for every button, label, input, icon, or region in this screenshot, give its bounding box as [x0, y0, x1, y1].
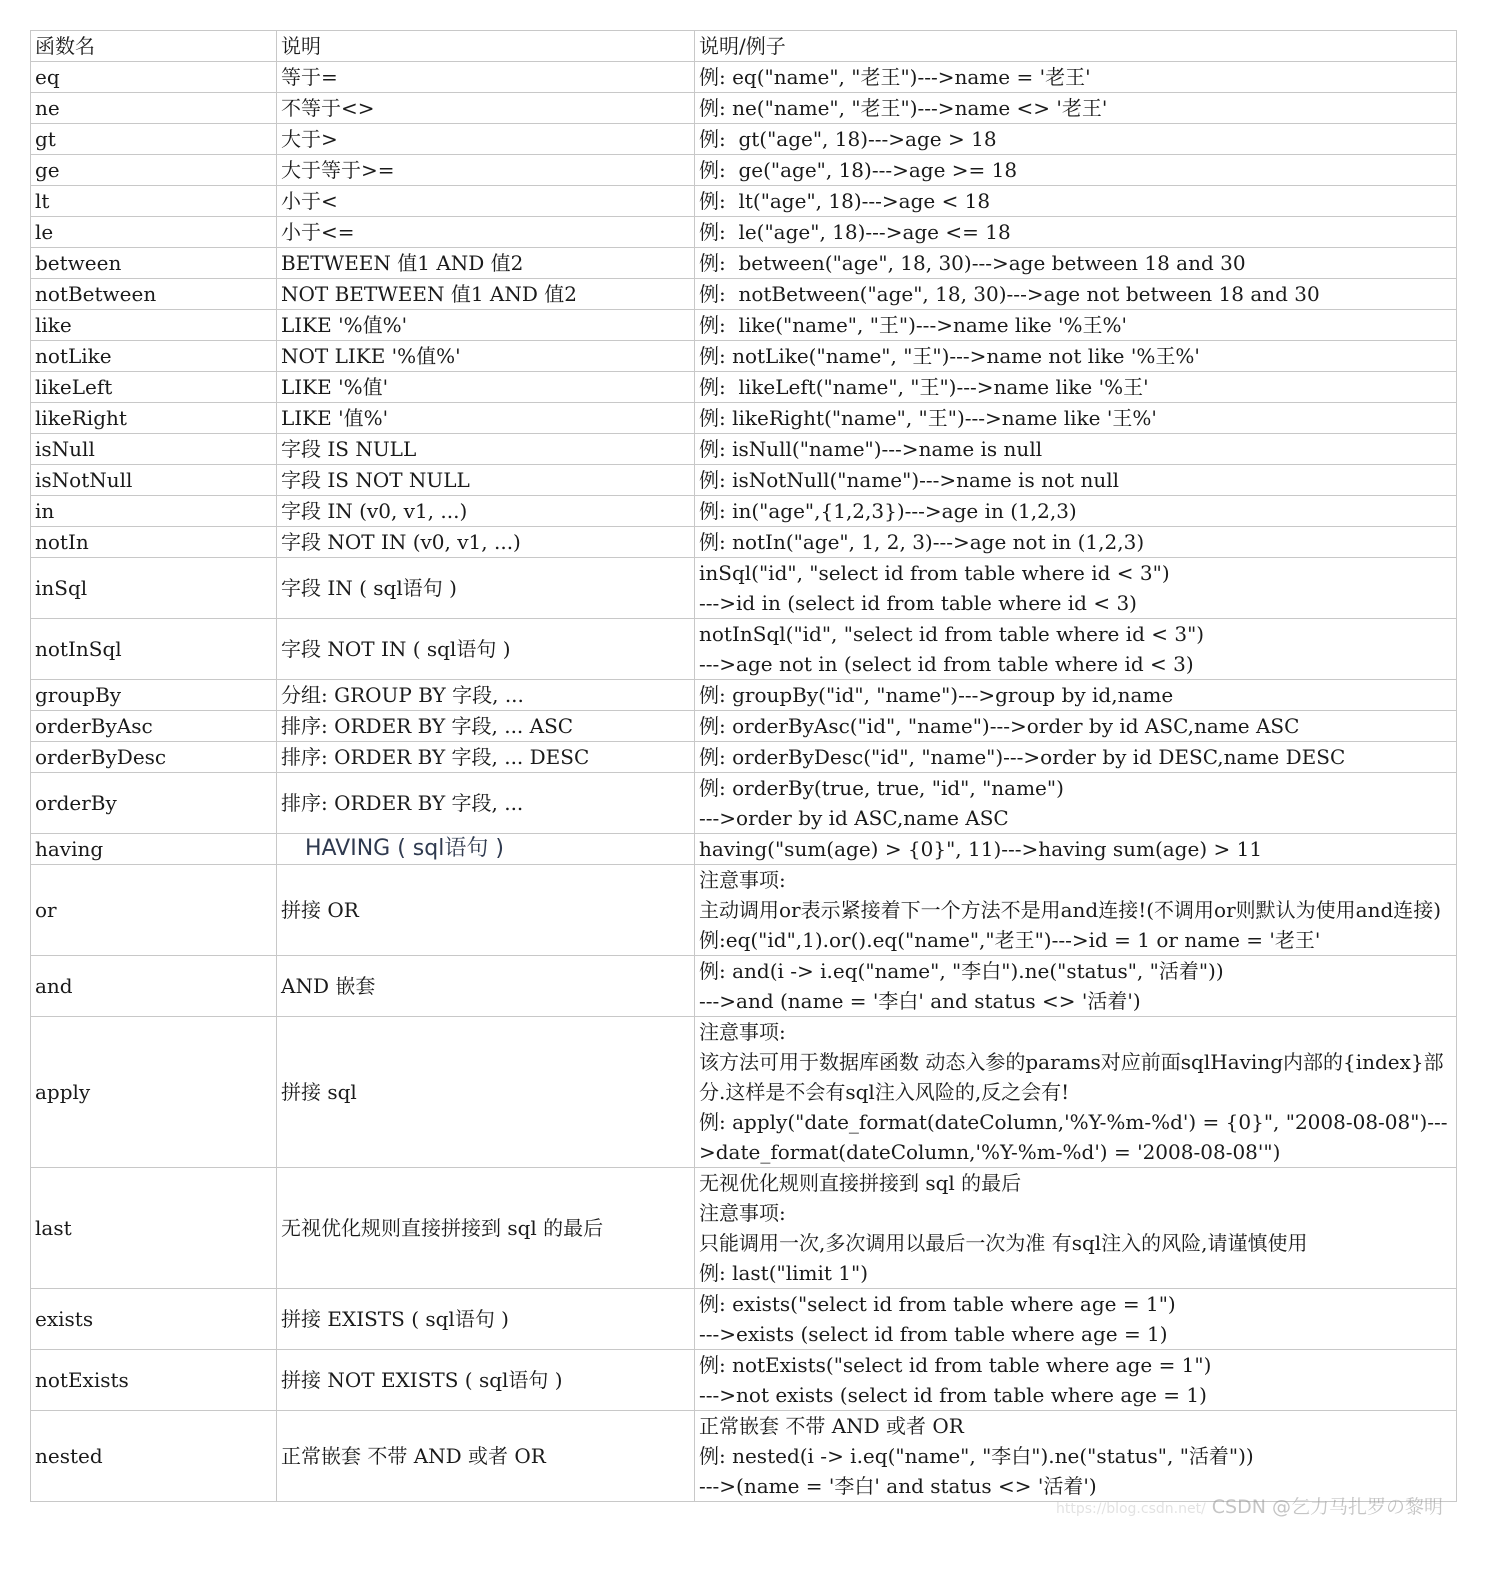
description-cell: 拼接 sql: [277, 1017, 695, 1168]
function-name-cell: ne: [31, 93, 277, 124]
example-cell: [695, 865, 1457, 956]
example-cell: [695, 465, 1457, 496]
function-name-cell: likeRight: [31, 403, 277, 434]
table-row: [31, 742, 1457, 773]
table-row: [31, 1168, 1457, 1289]
example-line: 例: groupBy("id", "name")--->group by id,name: [699, 683, 1174, 707]
example-line: 例: notIn("age", 1, 2, 3)--->age not in (1,2,3): [699, 530, 1145, 554]
function-name-cell: notInSql: [31, 619, 277, 680]
example-cell: [695, 217, 1457, 248]
table-row: [31, 279, 1457, 310]
example-line: 例: orderByAsc("id", "name")--->order by id ASC,name ASC: [699, 714, 1300, 738]
function-name-cell: lt: [31, 186, 277, 217]
function-name-cell: notIn: [31, 527, 277, 558]
table-row: [31, 1289, 1457, 1350]
example-line: --->id in (select id from table where id < 3): [699, 591, 1137, 615]
example-line: 例: notExists("select id from table where age = 1"): [699, 1353, 1212, 1377]
example-cell: [695, 403, 1457, 434]
example-line: --->exists (select id from table where age = 1): [699, 1322, 1168, 1346]
table-header-row: [31, 31, 1457, 62]
example-line: 例: isNull("name")--->name is null: [699, 437, 1043, 461]
header-function-name: 函数名: [31, 31, 277, 62]
description-cell: 排序: ORDER BY 字段, ...: [277, 773, 695, 834]
description-cell: 字段 NOT IN ( sql语句 ): [277, 619, 695, 680]
example-line: 例: lt("age", 18)--->age < 18: [699, 189, 991, 213]
example-cell: [695, 341, 1457, 372]
description-cell: BETWEEN 值1 AND 值2: [277, 248, 695, 279]
function-name-cell: orderByAsc: [31, 711, 277, 742]
description-cell: 大于等于>=: [277, 155, 695, 186]
example-line: 例: nested(i -> i.eq("name", "李白").ne("status", "活着")): [699, 1444, 1254, 1468]
table-row: [31, 711, 1457, 742]
table-row: [31, 124, 1457, 155]
example-line: --->order by id ASC,name ASC: [699, 806, 1009, 830]
table-row: [31, 1411, 1457, 1502]
function-name-cell: or: [31, 865, 277, 956]
example-line: 例: and(i -> i.eq("name", "李白").ne("status", "活着")): [699, 959, 1224, 983]
function-name-cell: notBetween: [31, 279, 277, 310]
table-row: [31, 93, 1457, 124]
description-cell: 小于<=: [277, 217, 695, 248]
function-name-cell: and: [31, 956, 277, 1017]
example-line: 例: orderBy(true, true, "id", "name"): [699, 776, 1064, 800]
example-line: 只能调用一次,多次调用以最后一次为准 有sql注入的风险,请谨慎使用: [699, 1231, 1308, 1255]
function-name-cell: isNotNull: [31, 465, 277, 496]
function-name-cell: notExists: [31, 1350, 277, 1411]
table-row: [31, 186, 1457, 217]
table-row: [31, 341, 1457, 372]
example-line: 例: gt("age", 18)--->age > 18: [699, 127, 997, 151]
description-cell: LIKE '%值': [277, 372, 695, 403]
example-cell: [695, 834, 1457, 865]
description-cell: AND 嵌套: [277, 956, 695, 1017]
example-cell: [695, 619, 1457, 680]
description-cell: 不等于<>: [277, 93, 695, 124]
table-row: [31, 496, 1457, 527]
example-cell: [695, 1411, 1457, 1502]
example-line: 例: isNotNull("name")--->name is not null: [699, 468, 1119, 492]
table-row: [31, 956, 1457, 1017]
example-line: having("sum(age) > {0}", 11)--->having sum(age) > 11: [699, 837, 1263, 861]
example-cell: [695, 527, 1457, 558]
description-cell: 大于>: [277, 124, 695, 155]
function-name-cell: groupBy: [31, 680, 277, 711]
table-row: [31, 773, 1457, 834]
function-name-cell: le: [31, 217, 277, 248]
table-row: [31, 527, 1457, 558]
description-cell: LIKE '%值%': [277, 310, 695, 341]
table-row: [31, 217, 1457, 248]
example-cell: [695, 1289, 1457, 1350]
description-cell: 小于<: [277, 186, 695, 217]
table-row: [31, 434, 1457, 465]
table-row: [31, 372, 1457, 403]
table-row: [31, 865, 1457, 956]
example-line: inSql("id", "select id from table where id < 3"): [699, 561, 1170, 585]
description-cell: 字段 IS NULL: [277, 434, 695, 465]
table-row: [31, 619, 1457, 680]
example-cell: [695, 248, 1457, 279]
example-cell: [695, 711, 1457, 742]
example-line: 例: ne("name", "老王")--->name <> '老王': [699, 96, 1108, 120]
watermark-text: CSDN @乞力马扎罗の黎明: [1211, 1496, 1443, 1518]
example-line: 例: notBetween("age", 18, 30)--->age not between 18 and 30: [699, 282, 1320, 306]
description-cell: NOT BETWEEN 值1 AND 值2: [277, 279, 695, 310]
example-cell: [695, 956, 1457, 1017]
functions-table-body: [31, 31, 1457, 1502]
example-line: 注意事项:: [699, 1020, 786, 1044]
example-line: 正常嵌套 不带 AND 或者 OR: [699, 1414, 964, 1438]
description-cell: 等于=: [277, 62, 695, 93]
example-line: 例: exists("select id from table where age = 1"): [699, 1292, 1176, 1316]
example-cell: [695, 1168, 1457, 1289]
function-name-cell: eq: [31, 62, 277, 93]
table-row: [31, 558, 1457, 619]
table-row: [31, 1350, 1457, 1411]
table-row: [31, 1017, 1457, 1168]
function-name-cell: apply: [31, 1017, 277, 1168]
table-row: [31, 465, 1457, 496]
function-name-cell: last: [31, 1168, 277, 1289]
example-line: 主动调用or表示紧接着下一个方法不是用and连接!(不调用or则默认为使用and连接): [699, 898, 1442, 922]
table-row: [31, 680, 1457, 711]
example-cell: [695, 279, 1457, 310]
table-row: [31, 310, 1457, 341]
description-cell: 无视优化规则直接拼接到 sql 的最后: [277, 1168, 695, 1289]
example-line: 例: le("age", 18)--->age <= 18: [699, 220, 1011, 244]
function-name-cell: like: [31, 310, 277, 341]
example-cell: [695, 186, 1457, 217]
description-cell: 字段 NOT IN (v0, v1, ...): [277, 527, 695, 558]
example-line: --->age not in (select id from table where id < 3): [699, 652, 1194, 676]
functions-table: [30, 30, 1457, 1502]
example-cell: [695, 1350, 1457, 1411]
example-cell: [695, 1017, 1457, 1168]
function-name-cell: isNull: [31, 434, 277, 465]
description-cell: 排序: ORDER BY 字段, ... ASC: [277, 711, 695, 742]
example-line: 例: between("age", 18, 30)--->age between 18 and 30: [699, 251, 1246, 275]
table-row: [31, 403, 1457, 434]
function-name-cell: likeLeft: [31, 372, 277, 403]
function-name-cell: notLike: [31, 341, 277, 372]
description-cell: 排序: ORDER BY 字段, ... DESC: [277, 742, 695, 773]
description-cell: NOT LIKE '%值%': [277, 341, 695, 372]
function-name-cell: between: [31, 248, 277, 279]
example-cell: [695, 124, 1457, 155]
example-line: 该方法可用于数据库函数 动态入参的params对应前面sqlHaving内部的{index}部分.这样是不会有sql注入风险的,反之会有!: [699, 1050, 1444, 1104]
example-cell: [695, 680, 1457, 711]
table-row: [31, 834, 1457, 865]
example-cell: [695, 155, 1457, 186]
function-name-cell: orderByDesc: [31, 742, 277, 773]
example-line: 例: likeRight("name", "王")--->name like '王%': [699, 406, 1157, 430]
example-cell: [695, 558, 1457, 619]
example-line: 例: like("name", "王")--->name like '%王%': [699, 313, 1128, 337]
watermark-url: https://blog.csdn.net/: [1056, 1501, 1206, 1517]
description-cell: 分组: GROUP BY 字段, ...: [277, 680, 695, 711]
header-description-example: 说明/例子: [695, 31, 1457, 62]
example-line: 例: eq("name", "老王")--->name = '老王': [699, 65, 1091, 89]
description-cell: LIKE '值%': [277, 403, 695, 434]
function-name-cell: ge: [31, 155, 277, 186]
example-line: 例: in("age",{1,2,3})--->age in (1,2,3): [699, 499, 1077, 523]
table-row: [31, 62, 1457, 93]
example-line: 例:eq("id",1).or().eq("name","老王")--->id = 1 or name = '老王': [699, 928, 1321, 952]
function-name-cell: orderBy: [31, 773, 277, 834]
function-name-cell: nested: [31, 1411, 277, 1502]
function-name-cell: having: [31, 834, 277, 865]
example-line: 无视优化规则直接拼接到 sql 的最后: [699, 1171, 1022, 1195]
example-line: 注意事项:: [699, 868, 786, 892]
example-line: notInSql("id", "select id from table where id < 3"): [699, 622, 1205, 646]
example-cell: [695, 773, 1457, 834]
example-cell: [695, 434, 1457, 465]
example-line: 例: ge("age", 18)--->age >= 18: [699, 158, 1018, 182]
example-cell: [695, 310, 1457, 341]
description-cell: 拼接 NOT EXISTS ( sql语句 ): [277, 1350, 695, 1411]
description-cell: 字段 IN (v0, v1, ...): [277, 496, 695, 527]
table-row: [31, 248, 1457, 279]
example-cell: [695, 62, 1457, 93]
example-line: 例: last("limit 1"): [699, 1261, 868, 1285]
description-cell: 字段 IN ( sql语句 ): [277, 558, 695, 619]
description-cell: HAVING ( sql语句 ): [277, 834, 695, 865]
function-name-cell: inSql: [31, 558, 277, 619]
description-cell: 字段 IS NOT NULL: [277, 465, 695, 496]
function-name-cell: in: [31, 496, 277, 527]
example-line: 例: orderByDesc("id", "name")--->order by id DESC,name DESC: [699, 745, 1346, 769]
example-line: --->not exists (select id from table where age = 1): [699, 1383, 1207, 1407]
example-line: --->(name = '李白' and status <> '活着'): [699, 1474, 1097, 1498]
description-cell: 拼接 EXISTS ( sql语句 ): [277, 1289, 695, 1350]
example-cell: [695, 372, 1457, 403]
function-name-cell: exists: [31, 1289, 277, 1350]
function-name-cell: gt: [31, 124, 277, 155]
example-line: 例: likeLeft("name", "王")--->name like '%王': [699, 375, 1149, 399]
example-line: 注意事项:: [699, 1201, 786, 1225]
example-cell: [695, 496, 1457, 527]
example-cell: [695, 742, 1457, 773]
table-row: [31, 155, 1457, 186]
header-description: 说明: [277, 31, 695, 62]
description-cell: 正常嵌套 不带 AND 或者 OR: [277, 1411, 695, 1502]
example-line: --->and (name = '李白' and status <> '活着'): [699, 989, 1141, 1013]
example-line: 例: notLike("name", "王")--->name not like '%王%': [699, 344, 1200, 368]
example-cell: [695, 93, 1457, 124]
description-cell: 拼接 OR: [277, 865, 695, 956]
example-line: 例: apply("date_format(dateColumn,'%Y-%m-%d') = {0}", "2008-08-08")--->date_format(dateColumn,'%Y-%m-%d') = '2008-08-08'"): [699, 1110, 1448, 1164]
